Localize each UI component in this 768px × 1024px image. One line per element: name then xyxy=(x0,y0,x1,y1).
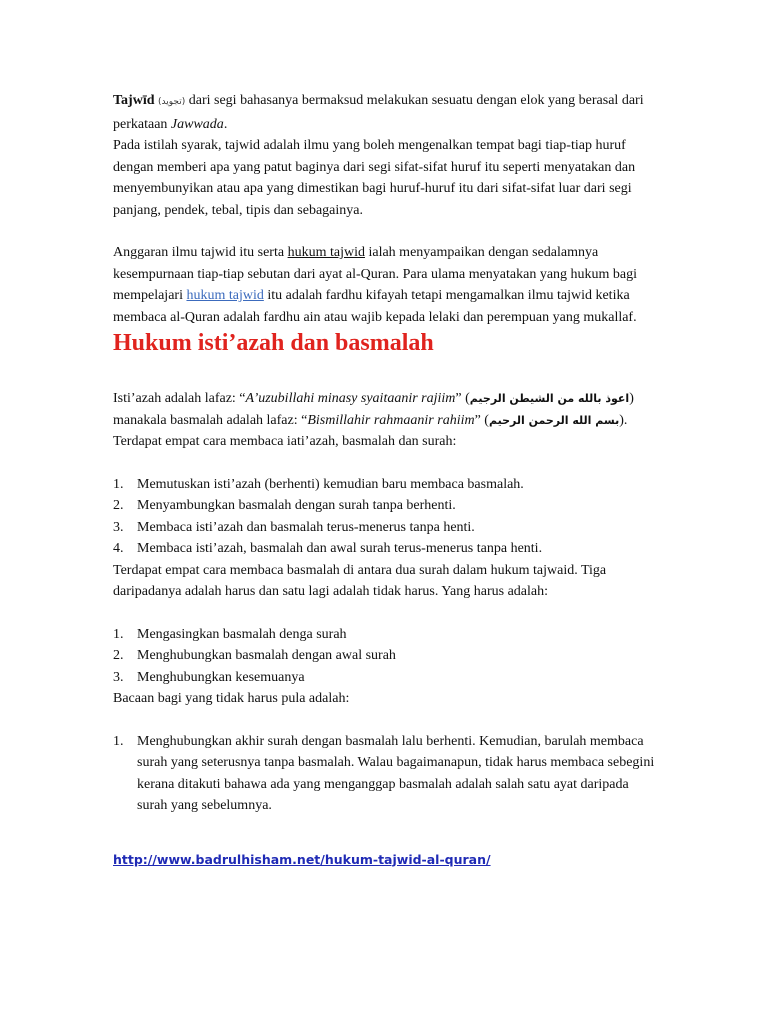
hukum-tajwid-link-1[interactable]: hukum tajwid xyxy=(287,245,365,260)
list-item: 4. Membaca isti’azah, basmalah dan awal surah terus-menerus tanpa henti. xyxy=(113,541,543,556)
list-item: 3. Membaca isti’azah dan basmalah terus-menerus tanpa henti. xyxy=(113,519,475,535)
harus-list xyxy=(113,624,658,689)
istiazah-line: Isti’azah adalah lafaz: “A’uzubillahi minasy syaitaanir rajiim” (اعوذ بالله من الشيطن الرجيم) xyxy=(113,391,634,406)
list-item: 1. Menghubungkan akhir surah dengan basmalah lalu berhenti. Kemudian, barulah membaca surah yang seterusnya tanpa basmalah. Walau bagaimanapun, tidak harus membaca sebegini kerana ditakuti bahawa ada yang menganggap basmalah adalah salah satu ayat daripada surah yang sebelumnya. xyxy=(113,733,655,813)
istiazah-methods-list xyxy=(113,474,658,560)
basmalah-latin: Bismillahir rahmaanir rahiim xyxy=(307,412,475,428)
list-item: 2. Menghubungkan basmalah dengan awal surah xyxy=(113,648,396,663)
basmalah-between-paragraph: Terdapat empat cara membaca basmalah di antara dua surah dalam hukum tajwaid. Tiga daripadanya adalah harus dan satu lagi adalah tidak harus. Yang harus adalah: xyxy=(113,562,607,599)
section-heading: Hukum isti’azah dan basmalah xyxy=(113,330,434,356)
basmalah-arabic: بسم الله الرحمن الرحيم xyxy=(488,413,620,427)
source-url-link[interactable]: http://www.badrulhisham.net/hukum-tajwid-al-quran/ xyxy=(113,851,491,867)
list-item: 3. Menghubungkan kesemuanya xyxy=(113,669,305,685)
hukum-tajwid-link-2[interactable]: hukum tajwid xyxy=(186,288,264,303)
term-tajwid: Tajwīd xyxy=(113,93,155,108)
tidak-harus-intro: Bacaan bagi yang tidak harus pula adalah: xyxy=(113,691,350,706)
intro-paragraph: Tajwīd (تجويد) dari segi bahasanya bermaksud melakukan sesuatu dengan elok yang berasal dari perkataan Jawwada. xyxy=(113,93,644,132)
anggaran-paragraph: Anggaran ilmu tajwid itu serta hukum tajwid ialah menyampaikan dengan sedalamnya kesempurnaan tiap-tiap sebutan dari ayat al-Quran. Para ulama menyatakan yang hukum bagi mempelajari hukum tajwid itu adalah fardhu kifayah tetapi mengamalkan ilmu tajwid ketika membaca al-Quran adalah fardhu ain atau wajib kepada lelaki dan perempuan yang mukallaf. xyxy=(113,245,638,325)
istiazah-arabic: اعوذ بالله من الشيطن الرجيم xyxy=(469,392,630,405)
empat-cara-line: Terdapat empat cara membaca iati’azah, basmalah dan surah: xyxy=(113,434,457,449)
list-item: 2. Menyambungkan basmalah dengan surah tanpa berhenti. xyxy=(113,498,456,513)
list-item: 1. Mengasingkan basmalah denga surah xyxy=(113,626,347,642)
term-arabic: (تجويد) xyxy=(158,97,186,107)
syarak-paragraph: Pada istilah syarak, tajwid adalah ilmu yang boleh mengenalkan tempat bagi tiap-tiap huruf dengan memberi apa yang patut baginya dari segi sifat-sifat huruf itu seperti menyatakan dan menyembunyikan atau apa yang dimestikan bagi huruf-huruf itu dari sifat-sifat luar dari segi panjang, pendek, tebal, tipis dan sebagainya. xyxy=(113,138,636,218)
list-item: 1. Memutuskan isti’azah (berhenti) kemudian baru membaca basmalah. xyxy=(113,476,524,492)
basmalah-line: manakala basmalah adalah lafaz: “Bismillahir rahmaanir rahiim” (بسم الله الرحمن الرحيم). xyxy=(113,412,628,428)
istiazah-latin: A’uzubillahi minasy syaitaanir rajiim xyxy=(245,391,456,406)
document-page xyxy=(113,90,658,871)
term-jawwada: Jawwada xyxy=(170,116,224,132)
tidak-harus-list xyxy=(113,731,658,817)
